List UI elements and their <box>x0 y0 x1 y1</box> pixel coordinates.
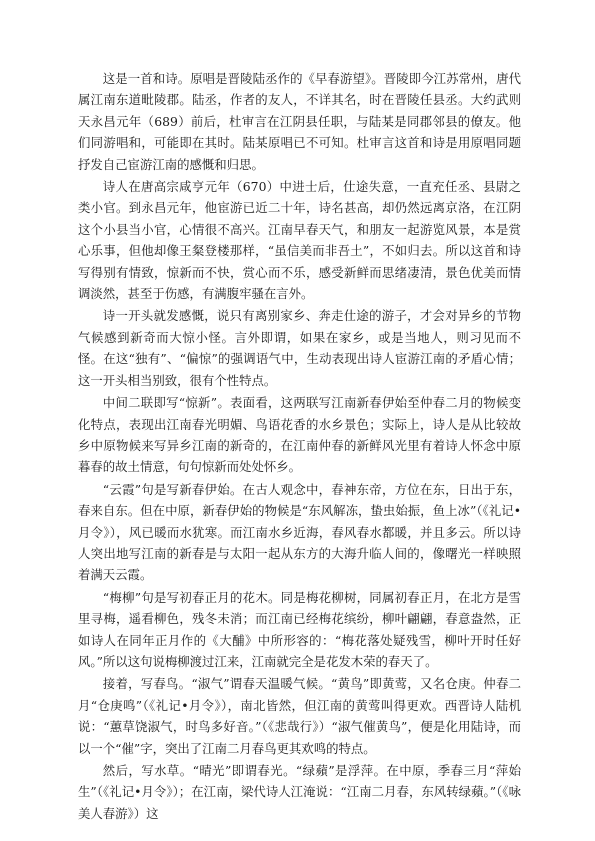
paragraph-spring-birds: 接着，写春鸟。“淑气”谓春天温暖气候。“黄鸟”即黄莺，又名仓庚。仲春二月“仓庚鸣”（《礼记•月令》），南北皆然，但江南的黄莺叫得更欢。西晋诗人陆机说：“蕙草饶淑气，时鸟多好音。”（《悲哉行》）“淑气催黄鸟”，便是化用陆诗，而以一个“催”字，突出了江南二月春鸟更其欢鸣的特点。 <box>78 676 521 756</box>
paragraph-middle-couplets: 中间二联即写“惊新”。表面看，这两联写江南新春伊始至仲春二月的物候变化特点，表现出江南春光明媚、鸟语花香的水乡景色；实际上，诗人是从比较故乡中原物候来写异乡江南的新奇的，在江南仲春的新鲜风光里有着诗人怀念中原暮春的故土情意，句句惊新而处处怀乡。 <box>78 395 521 475</box>
paragraph-intro: 这是一首和诗。原唱是晋陵陆丞作的《早春游望》。晋陵即今江苏常州，唐代属江南东道毗陵郡。陆丞，作者的友人，不详其名，时在晋陵任县丞。大约武则天永昌元年（689）前后，杜审言在江阴县任职，与陆某是同郡邻县的僚友。他们同游唱和，可能即在其时。陆某原唱已不可知。杜审言这首和诗是用原唱同题抒发自己宦游江南的感慨和归思。 <box>78 71 521 172</box>
paragraph-opening: 诗一开头就发感慨，说只有离别家乡、奔走仕途的游子，才会对异乡的节物气候感到新奇而大惊小怪。言外即谓，如果在家乡，或是当地人，则习见而不怪。在这“独有”、“偏惊”的强调语气中，生动表现出诗人宦游江南的矛盾心情；这一开头相当别致，很有个性特点。 <box>78 308 521 388</box>
paragraph-water-plants: 然后，写水草。“晴光”即谓春光。“绿蘋”是浮萍。在中原，季春三月“萍始生”（《礼记•月令》）；在江南，梁代诗人江淹说：“江南二月春，东风转绿蘋。”（《咏美人春游》）这 <box>78 763 521 821</box>
paragraph-plum-willow: “梅柳”句是写初春正月的花木。同是梅花柳树，同属初春正月，在北方是雪里寻梅，遥看柳色，残冬未消；而江南已经梅花缤纷，柳叶翩翩，春意盎然，正如诗人在同年正月作的《大酺》中所形容的：“梅花落处疑残雪，柳叶开时任好风。”所以这句说梅柳渡过江来，江南就完全是花发木荣的春天了。 <box>78 589 521 669</box>
paragraph-clouds: “云霞”句是写新春伊始。在古人观念中，春神东帝，方位在东，日出于东，春来自东。但在中原，新春伊始的物候是“东风解冻，蛰虫始振，鱼上冰”（《礼记•月令》），风已暖而水犹寒。而江南水乡近海，春风春水都暖，并且多云。所以诗人突出地写江南的新春是与太阳一起从东方的大海升临人间的，像曙光一样映照着满天云霞。 <box>78 481 521 583</box>
paragraph-background: 诗人在唐高宗咸亨元年（670）中进士后，仕途失意，一直充任丞、县尉之类小官。到永昌元年，他宦游已近二十年，诗名甚高，却仍然远离京洛，在江阴这个小县当小官，心情很不高兴。江南早春天气，和朋友一起游览风景，本是赏心乐事，但他却像王粲登楼那样，“虽信美而非吾土”，不如归去。所以这首和诗写得别有情致，惊新而不快，赏心而不乐，感受新鲜而思绪凄清，景色优美而情调淡然，甚至于伤感，有满腹牢骚在言外。 <box>78 179 521 302</box>
